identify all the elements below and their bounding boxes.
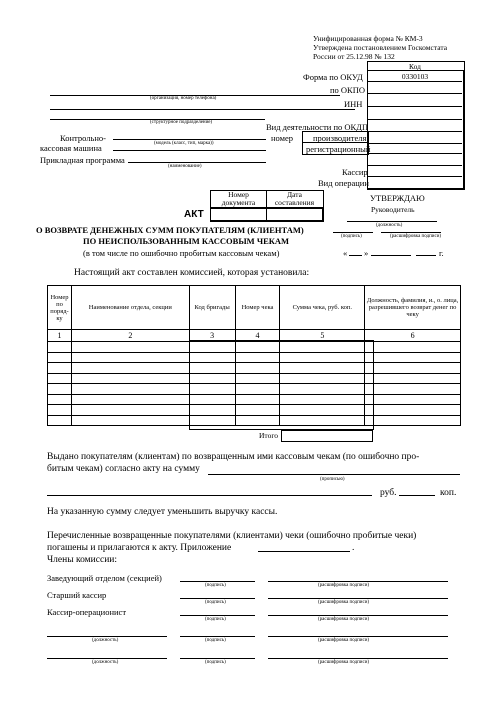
kassir-label: Кассир [342, 167, 368, 177]
decode-caption: (расшифровка подписи) [318, 583, 370, 588]
approve-title: УТВЕРЖДАЮ [370, 193, 425, 203]
org-caption: (организация, номер телефона) [150, 96, 217, 101]
table-cell [365, 363, 461, 374]
okdp-label: Вид деятельности по ОКДП [266, 122, 369, 132]
member-3: Кассир-операционист [47, 607, 127, 617]
para1-b: битым чекам) согласно акту на сумму [47, 464, 200, 474]
sign-caption: (подпись) [205, 600, 226, 605]
position-caption: (должность) [92, 638, 119, 643]
approve-decode-caption: (расшифровка подписи) [390, 234, 442, 239]
registration-label: регистрационный [306, 144, 371, 154]
title-2: ПО НЕИСПОЛЬЗОВАННЫМ КАССОВЫМ ЧЕКАМ [83, 236, 290, 246]
position-line [47, 658, 167, 659]
table-cell [365, 352, 461, 363]
table-cell [365, 342, 461, 353]
table-cell [365, 405, 461, 416]
approve-position-caption: (должность) [376, 223, 403, 228]
kop-label: коп. [440, 488, 457, 498]
form-line-1: Унифицированная форма № КМ-3 [313, 34, 423, 43]
okud-label: Форма по ОКУД [303, 72, 363, 82]
kkm-label-1: Контрольно- [60, 133, 106, 143]
table-cell [71, 405, 189, 416]
sign-caption: (подпись) [205, 660, 226, 665]
sign-line [180, 658, 255, 659]
table-cell [48, 373, 72, 384]
decode-caption: (расшифровка подписи) [318, 638, 370, 643]
model-caption: (модель (класс, тип, марка)) [154, 141, 214, 146]
kkm-label-2: кассовая машина [40, 143, 102, 153]
position-line [47, 636, 167, 637]
para1-a: Выдано покупателям (клиентам) по возвращенным ими кассовым чекам (по ошибочно про- [47, 452, 420, 462]
approve-sign-caption: (подпись) [341, 234, 362, 239]
sign-line [180, 636, 255, 637]
sign-line [180, 598, 255, 599]
program-label: Прикладная программа [40, 155, 125, 165]
decode-line [268, 581, 448, 582]
sign-line [180, 615, 255, 616]
doc-number-header: Номер документа [221, 190, 256, 207]
doc-date-header: Дата составления [274, 190, 315, 207]
approve-head: Руководитель [371, 205, 415, 214]
table-cell [71, 415, 189, 426]
sign-caption: (подпись) [205, 638, 226, 643]
table-cell [71, 373, 189, 384]
table-cell [48, 384, 72, 395]
title-1: О ВОЗВРАТЕ ДЕНЕЖНЫХ СУММ ПОКУПАТЕЛЯМ (КЛИЕНТАМ) [36, 225, 304, 235]
table-cell [48, 394, 72, 405]
para3-a: Перечисленные возвращенные покупателями (клиентами) чеки (ошибочно пробитые чеки) [47, 531, 417, 541]
para3-b: погашены и прилагаются к акту. Приложение [47, 543, 232, 553]
th-authorizer: Должность, фамилия, и., о. лица, разрешившего возврат денег по чеку [365, 286, 461, 330]
okud-value: 0330103 [401, 72, 429, 81]
table-cell [365, 373, 461, 384]
table-cell [365, 415, 461, 426]
kod-label: Код [409, 62, 421, 71]
subtitle: (в том числе по ошибочно пробитым кассовым чекам) [83, 248, 280, 258]
operation-label: Вид операции [318, 178, 369, 188]
member-1: Заведующий отделом (секцией) [47, 573, 162, 583]
intro-text: Настоящий акт составлен комиссией, которая установила: [74, 268, 310, 278]
th-number: Номер по поряд-ку [48, 286, 72, 330]
table-cell [71, 352, 189, 363]
decode-line [268, 615, 448, 616]
inn-label: ИНН [344, 99, 363, 109]
table-cell [71, 342, 189, 353]
codes-inner [367, 70, 464, 189]
sign-caption: (подпись) [205, 617, 226, 622]
decode-caption: (расшифровка подписи) [318, 617, 370, 622]
decode-caption: (расшифровка подписи) [318, 660, 370, 665]
table-cell [48, 342, 72, 353]
table-cell [48, 363, 72, 374]
table-cell [71, 363, 189, 374]
th-department: Наименование отдела, секции [71, 286, 189, 330]
position-caption: (должность) [92, 660, 119, 665]
akt-label: АКТ [184, 209, 204, 220]
sign-caption: (подпись) [205, 583, 226, 588]
th-sum: Сумма чека, руб. коп. [280, 286, 365, 330]
member-2: Старший кассир [47, 590, 107, 600]
decode-line [268, 658, 448, 659]
sign-line [180, 581, 255, 582]
th-brigade: Код бригады [189, 286, 235, 330]
producer-label: производителя [313, 133, 367, 143]
table-cell [71, 394, 189, 405]
decode-caption: (расшифровка подписи) [318, 600, 370, 605]
th-receipt-number: Номер чека [235, 286, 280, 330]
returns-table: Номер по поряд-ку Наименование отдела, секции Код бригады Номер чека Сумма чека, руб. коп. Должность, фамилия, и., о. лица, разрешившего возврат денег по чеку 1 2 3 4 5 6 [47, 285, 461, 426]
table-cell [365, 384, 461, 395]
table-cell [48, 405, 72, 416]
table-cell [48, 415, 72, 426]
total-label: Итого [259, 431, 278, 440]
dept-caption: (структурное подразделение) [150, 120, 213, 125]
nomer-label: номер [271, 133, 294, 143]
rub-label: руб. [380, 488, 397, 498]
table-cell [71, 384, 189, 395]
data-frame [189, 340, 374, 430]
okpo-label: по ОКПО [330, 85, 366, 95]
name-caption: (наименование) [168, 164, 202, 169]
total-box [281, 430, 373, 442]
form-line-2: Утверждена постановлением Госкомстата [313, 43, 448, 52]
decode-line [268, 636, 448, 637]
commission-label: Члены комиссии: [47, 555, 118, 565]
form-line-3: России от 25.12.98 № 132 [313, 52, 395, 61]
table-cell [48, 352, 72, 363]
decode-line [268, 598, 448, 599]
table-cell [365, 394, 461, 405]
para2: На указанную сумму следует уменьшить выручку кассы. [47, 507, 278, 517]
propis-caption: (прописью) [320, 477, 345, 482]
doc-values [210, 208, 323, 221]
